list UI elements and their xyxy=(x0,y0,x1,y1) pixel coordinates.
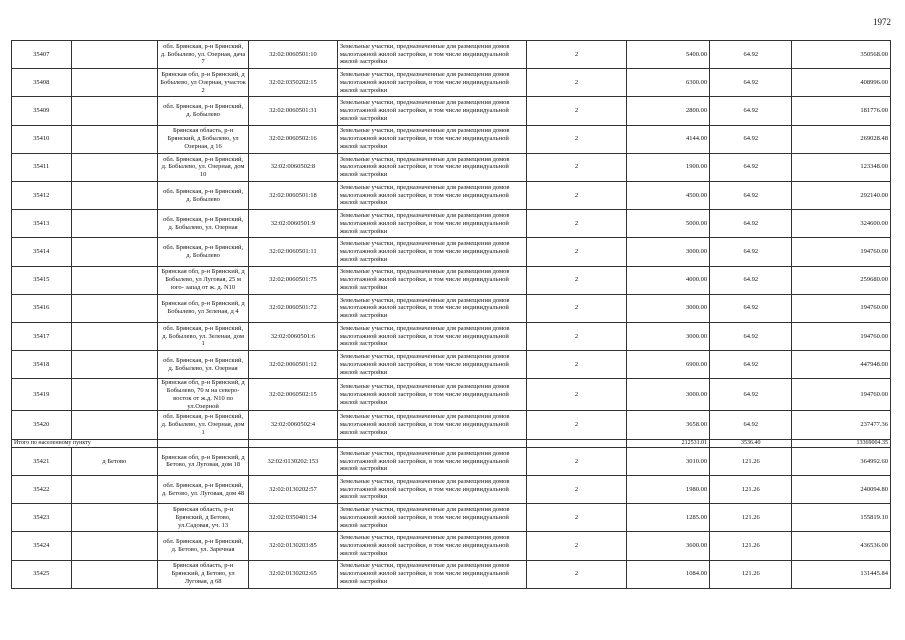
cadastral-value-cell: 237477.36 xyxy=(792,411,891,439)
locality-cell xyxy=(71,411,158,439)
category-cell: 2 xyxy=(527,266,627,294)
rate-cell: 121.26 xyxy=(710,532,792,560)
cadastral-number-cell: 32:02:0060501:10 xyxy=(249,41,338,69)
address-cell: Брянская обл, р-н Брянский, д Бетово, ул Луговая, дом 18 xyxy=(158,447,249,475)
total-area: 212531.01 xyxy=(626,439,709,447)
land-use-cell: Земельные участки, предназначенные для размещения домов малоэтажной жилой застройки, в том числе индивидуальной жилой застройки xyxy=(337,125,526,153)
land-use-cell: Земельные участки, предназначенные для размещения домов малоэтажной жилой застройки, в том числе индивидуальной жилой застройки xyxy=(337,351,526,379)
address-cell: обл. Брянская, р-н Брянский, д. Бобылево, ул. Озерная xyxy=(158,351,249,379)
row-number: 35411 xyxy=(12,153,72,181)
table-row xyxy=(12,210,891,238)
cadastral-number-cell: 32:02:0060502:16 xyxy=(249,125,338,153)
empty-cell xyxy=(158,439,249,447)
land-use-cell: Земельные участки, предназначенные для размещения домов малоэтажной жилой застройки, в том числе индивидуальной жилой застройки xyxy=(337,266,526,294)
rate-cell: 64.92 xyxy=(710,181,792,209)
table-row xyxy=(12,411,891,439)
locality-cell xyxy=(71,532,158,560)
cadastral-number-cell: 32:02:0060501:75 xyxy=(249,266,338,294)
cadastral-number-cell: 32:02:0060501:12 xyxy=(249,351,338,379)
locality-cell xyxy=(71,560,158,588)
table-row xyxy=(12,41,891,69)
cadastral-value-table xyxy=(11,40,891,589)
row-number: 35419 xyxy=(12,379,72,411)
area-cell: 3000.00 xyxy=(626,322,709,350)
row-number: 35424 xyxy=(12,532,72,560)
address-cell: обл. Брянская, р-н Брянский, д. Бобылево xyxy=(158,181,249,209)
cadastral-value-cell: 194760.00 xyxy=(792,322,891,350)
rate-cell: 64.92 xyxy=(710,266,792,294)
category-cell: 2 xyxy=(527,153,627,181)
rate-cell: 64.92 xyxy=(710,97,792,125)
category-cell: 2 xyxy=(527,476,627,504)
table-row xyxy=(12,97,891,125)
row-number: 35408 xyxy=(12,69,72,97)
rate-cell: 121.26 xyxy=(710,447,792,475)
cadastral-value-cell: 155819.10 xyxy=(792,504,891,532)
total-value: 13369004.35 xyxy=(792,439,891,447)
locality-cell: д Бетово xyxy=(71,447,158,475)
category-cell: 2 xyxy=(527,97,627,125)
category-cell: 2 xyxy=(527,210,627,238)
row-number: 35414 xyxy=(12,238,72,266)
locality-cell xyxy=(71,153,158,181)
address-cell: обл. Брянская, р-н Брянский, д. Бобылево, ул. Озерная xyxy=(158,210,249,238)
address-cell: обл. Брянская, р-н Брянский, д. Бобылево, ул. Зеленая, дом 1 xyxy=(158,322,249,350)
cadastral-value-cell: 181776.00 xyxy=(792,97,891,125)
cadastral-value-cell: 123348.00 xyxy=(792,153,891,181)
table-row xyxy=(12,69,891,97)
land-use-cell: Земельные участки, предназначенные для размещения домов малоэтажной жилой застройки, в том числе индивидуальной жилой застройки xyxy=(337,411,526,439)
area-cell: 3600.00 xyxy=(626,532,709,560)
locality-cell xyxy=(71,504,158,532)
area-cell: 1980.00 xyxy=(626,476,709,504)
locality-cell xyxy=(71,266,158,294)
cadastral-number-cell: 32:02:0130202:57 xyxy=(249,476,338,504)
land-use-cell: Земельные участки, предназначенные для размещения домов малоэтажной жилой застройки, в том числе индивидуальной жилой застройки xyxy=(337,181,526,209)
cadastral-number-cell: 32:02:0060501:9 xyxy=(249,210,338,238)
row-number: 35421 xyxy=(12,447,72,475)
land-use-cell: Земельные участки, предназначенные для размещения домов малоэтажной жилой застройки, в том числе индивидуальной жилой застройки xyxy=(337,210,526,238)
category-cell: 2 xyxy=(527,69,627,97)
area-cell: 5000.00 xyxy=(626,210,709,238)
area-cell: 1900.00 xyxy=(626,153,709,181)
row-number: 35416 xyxy=(12,294,72,322)
category-cell: 2 xyxy=(527,351,627,379)
cadastral-number-cell: 32:02:0130202:153 xyxy=(249,447,338,475)
cadastral-value-cell: 194760.00 xyxy=(792,379,891,411)
address-cell: обл. Брянская, р-н Брянский, д. Бетово, ул. Заречная xyxy=(158,532,249,560)
address-cell: Брянская обл, р-н Брянский, д Бобылево, ул Луговая, 25 м юго- запад от ж. д. N10 xyxy=(158,266,249,294)
row-number: 35407 xyxy=(12,41,72,69)
table-row xyxy=(12,560,891,588)
table-row xyxy=(12,351,891,379)
table-row xyxy=(12,266,891,294)
category-cell: 2 xyxy=(527,125,627,153)
locality-cell xyxy=(71,69,158,97)
category-cell: 2 xyxy=(527,504,627,532)
address-cell: Брянская обл, р-н Брянский, д Бобылево, ул Озерная, участок 2 xyxy=(158,69,249,97)
cadastral-number-cell: 32:02:0060501:11 xyxy=(249,238,338,266)
cadastral-value-cell: 269028.48 xyxy=(792,125,891,153)
address-cell: обл. Брянская, р-н Брянский, д. Бобылево xyxy=(158,97,249,125)
locality-cell xyxy=(71,238,158,266)
address-cell: Брянская область, р-н Брянский, д Бетово, ул.Садовая, уч. 13 xyxy=(158,504,249,532)
table-row xyxy=(12,504,891,532)
rate-cell: 121.26 xyxy=(710,504,792,532)
rate-cell: 121.26 xyxy=(710,476,792,504)
cadastral-value-cell: 194760.00 xyxy=(792,238,891,266)
category-cell: 2 xyxy=(527,41,627,69)
category-cell: 2 xyxy=(527,379,627,411)
cadastral-number-cell: 32:02:0060502:4 xyxy=(249,411,338,439)
area-cell: 3010.00 xyxy=(626,447,709,475)
locality-cell xyxy=(71,210,158,238)
cadastral-number-cell: 32:02:0060501:31 xyxy=(249,97,338,125)
rate-cell: 64.92 xyxy=(710,322,792,350)
cadastral-number-cell: 32:02:0060501:18 xyxy=(249,181,338,209)
rate-cell: 64.92 xyxy=(710,153,792,181)
rate-cell: 64.92 xyxy=(710,351,792,379)
land-use-cell: Земельные участки, предназначенные для размещения домов малоэтажной жилой застройки, в том числе индивидуальной жилой застройки xyxy=(337,560,526,588)
cadastral-value-cell: 240094.80 xyxy=(792,476,891,504)
land-use-cell: Земельные участки, предназначенные для размещения домов малоэтажной жилой застройки, в том числе индивидуальной жилой застройки xyxy=(337,379,526,411)
total-rate: 3536.40 xyxy=(710,439,792,447)
cadastral-value-cell: 364992.60 xyxy=(792,447,891,475)
land-use-cell: Земельные участки, предназначенные для размещения домов малоэтажной жилой застройки, в том числе индивидуальной жилой застройки xyxy=(337,153,526,181)
cadastral-number-cell: 32:02:0060501:6 xyxy=(249,322,338,350)
locality-cell xyxy=(71,476,158,504)
land-use-cell: Земельные участки, предназначенные для размещения домов малоэтажной жилой застройки, в том числе индивидуальной жилой застройки xyxy=(337,447,526,475)
address-cell: обл. Брянская, р-н Брянский, д. Бетово, ул. Луговая, дом 48 xyxy=(158,476,249,504)
locality-cell xyxy=(71,181,158,209)
rate-cell: 64.92 xyxy=(710,411,792,439)
table-row xyxy=(12,238,891,266)
area-cell: 4144.00 xyxy=(626,125,709,153)
category-cell: 2 xyxy=(527,560,627,588)
land-use-cell: Земельные участки, предназначенные для размещения домов малоэтажной жилой застройки, в том числе индивидуальной жилой застройки xyxy=(337,532,526,560)
address-cell: Брянская область, р-н Брянский, д Бетово, ул Луговая, д 68 xyxy=(158,560,249,588)
row-number: 35420 xyxy=(12,411,72,439)
area-cell: 4500.00 xyxy=(626,181,709,209)
area-cell: 4000.00 xyxy=(626,266,709,294)
land-use-cell: Земельные участки, предназначенные для размещения домов малоэтажной жилой застройки, в том числе индивидуальной жилой застройки xyxy=(337,476,526,504)
cadastral-value-cell: 259680.00 xyxy=(792,266,891,294)
category-cell: 2 xyxy=(527,532,627,560)
row-number: 35418 xyxy=(12,351,72,379)
cadastral-number-cell: 32:02:0130202:65 xyxy=(249,560,338,588)
area-cell: 2800.00 xyxy=(626,97,709,125)
cadastral-number-cell: 32:02:0350401:34 xyxy=(249,504,338,532)
table-row xyxy=(12,447,891,475)
row-number: 35409 xyxy=(12,97,72,125)
table-row xyxy=(12,153,891,181)
row-number: 35423 xyxy=(12,504,72,532)
locality-cell xyxy=(71,379,158,411)
rate-cell: 121.26 xyxy=(710,560,792,588)
table-row xyxy=(12,379,891,411)
area-cell: 1285.00 xyxy=(626,504,709,532)
land-use-cell: Земельные участки, предназначенные для размещения домов малоэтажной жилой застройки, в том числе индивидуальной жилой застройки xyxy=(337,97,526,125)
land-use-cell: Земельные участки, предназначенные для размещения домов малоэтажной жилой застройки, в том числе индивидуальной жилой застройки xyxy=(337,504,526,532)
area-cell: 6300.00 xyxy=(626,69,709,97)
category-cell: 2 xyxy=(527,322,627,350)
cadastral-value-cell: 194760.00 xyxy=(792,294,891,322)
rate-cell: 64.92 xyxy=(710,379,792,411)
row-number: 35412 xyxy=(12,181,72,209)
table-row xyxy=(12,125,891,153)
table-row xyxy=(12,322,891,350)
cadastral-number-cell: 32:02:0060501:72 xyxy=(249,294,338,322)
cadastral-value-cell: 436536.00 xyxy=(792,532,891,560)
address-cell: Брянская обл, р-н Брянский, д Бобылево, 70 м на северо-восток от ж.д. N10 по ул.Озерной xyxy=(158,379,249,411)
table-row xyxy=(12,476,891,504)
rate-cell: 64.92 xyxy=(710,210,792,238)
address-cell: обл. Брянская, р-н Брянский, д. Бобылево, ул. Озерная, дом 10 xyxy=(158,153,249,181)
area-cell: 3000.00 xyxy=(626,294,709,322)
cadastral-value-cell: 447948.00 xyxy=(792,351,891,379)
table-row xyxy=(12,532,891,560)
address-cell: обл. Брянская, р-н Брянский, д. Бобылево, ул. Озерная, дом 1 xyxy=(158,411,249,439)
rate-cell: 64.92 xyxy=(710,41,792,69)
locality-cell xyxy=(71,97,158,125)
row-number: 35422 xyxy=(12,476,72,504)
empty-cell xyxy=(527,439,627,447)
rate-cell: 64.92 xyxy=(710,238,792,266)
cadastral-number-cell: 32:02:0060502:15 xyxy=(249,379,338,411)
area-cell: 1084.00 xyxy=(626,560,709,588)
area-cell: 3000.00 xyxy=(626,379,709,411)
land-use-cell: Земельные участки, предназначенные для размещения домов малоэтажной жилой застройки, в том числе индивидуальной жилой застройки xyxy=(337,69,526,97)
category-cell: 2 xyxy=(527,238,627,266)
cadastral-number-cell: 32:02:0060502:8 xyxy=(249,153,338,181)
locality-cell xyxy=(71,351,158,379)
table-body xyxy=(12,41,891,589)
empty-cell xyxy=(337,439,526,447)
locality-cell xyxy=(71,322,158,350)
land-use-cell: Земельные участки, предназначенные для размещения домов малоэтажной жилой застройки, в том числе индивидуальной жилой застройки xyxy=(337,294,526,322)
cadastral-value-cell: 324600.00 xyxy=(792,210,891,238)
cadastral-value-cell: 292140.00 xyxy=(792,181,891,209)
row-number: 35413 xyxy=(12,210,72,238)
cadastral-value-cell: 350568.00 xyxy=(792,41,891,69)
category-cell: 2 xyxy=(527,447,627,475)
rate-cell: 64.92 xyxy=(710,69,792,97)
rate-cell: 64.92 xyxy=(710,125,792,153)
cadastral-value-cell: 131445.84 xyxy=(792,560,891,588)
land-use-cell: Земельные участки, предназначенные для размещения домов малоэтажной жилой застройки, в том числе индивидуальной жилой застройки xyxy=(337,322,526,350)
area-cell: 3000.00 xyxy=(626,238,709,266)
category-cell: 2 xyxy=(527,181,627,209)
area-cell: 5400.00 xyxy=(626,41,709,69)
category-cell: 2 xyxy=(527,411,627,439)
address-cell: Брянская область, р-н Брянский, д Бобылево, ул Озерная, д 16 xyxy=(158,125,249,153)
page-number: 1972 xyxy=(873,17,891,27)
address-cell: обл. Брянская, р-н Брянский, д. Бобылево, ул. Озерная, дача 7 xyxy=(158,41,249,69)
category-cell: 2 xyxy=(527,294,627,322)
cadastral-value-cell: 408996.00 xyxy=(792,69,891,97)
area-cell: 6900.00 xyxy=(626,351,709,379)
row-number: 35410 xyxy=(12,125,72,153)
row-number: 35415 xyxy=(12,266,72,294)
address-cell: обл. Брянская, р-н Брянский, д. Бобылево xyxy=(158,238,249,266)
land-use-cell: Земельные участки, предназначенные для размещения домов малоэтажной жилой застройки, в том числе индивидуальной жилой застройки xyxy=(337,41,526,69)
total-row xyxy=(12,439,891,447)
cadastral-number-cell: 32:02:0350202:15 xyxy=(249,69,338,97)
table-row xyxy=(12,294,891,322)
locality-cell xyxy=(71,294,158,322)
empty-cell xyxy=(249,439,338,447)
locality-cell xyxy=(71,41,158,69)
rate-cell: 64.92 xyxy=(710,294,792,322)
row-number: 35425 xyxy=(12,560,72,588)
address-cell: Брянская обл, р-н Брянский, д Бобылево, ул Зеленая, д 4 xyxy=(158,294,249,322)
cadastral-number-cell: 32:02:0130203:85 xyxy=(249,532,338,560)
total-label: Итого по населенному пункту xyxy=(12,439,158,447)
table-row xyxy=(12,181,891,209)
area-cell: 3658.00 xyxy=(626,411,709,439)
row-number: 35417 xyxy=(12,322,72,350)
land-use-cell: Земельные участки, предназначенные для размещения домов малоэтажной жилой застройки, в том числе индивидуальной жилой застройки xyxy=(337,238,526,266)
locality-cell xyxy=(71,125,158,153)
